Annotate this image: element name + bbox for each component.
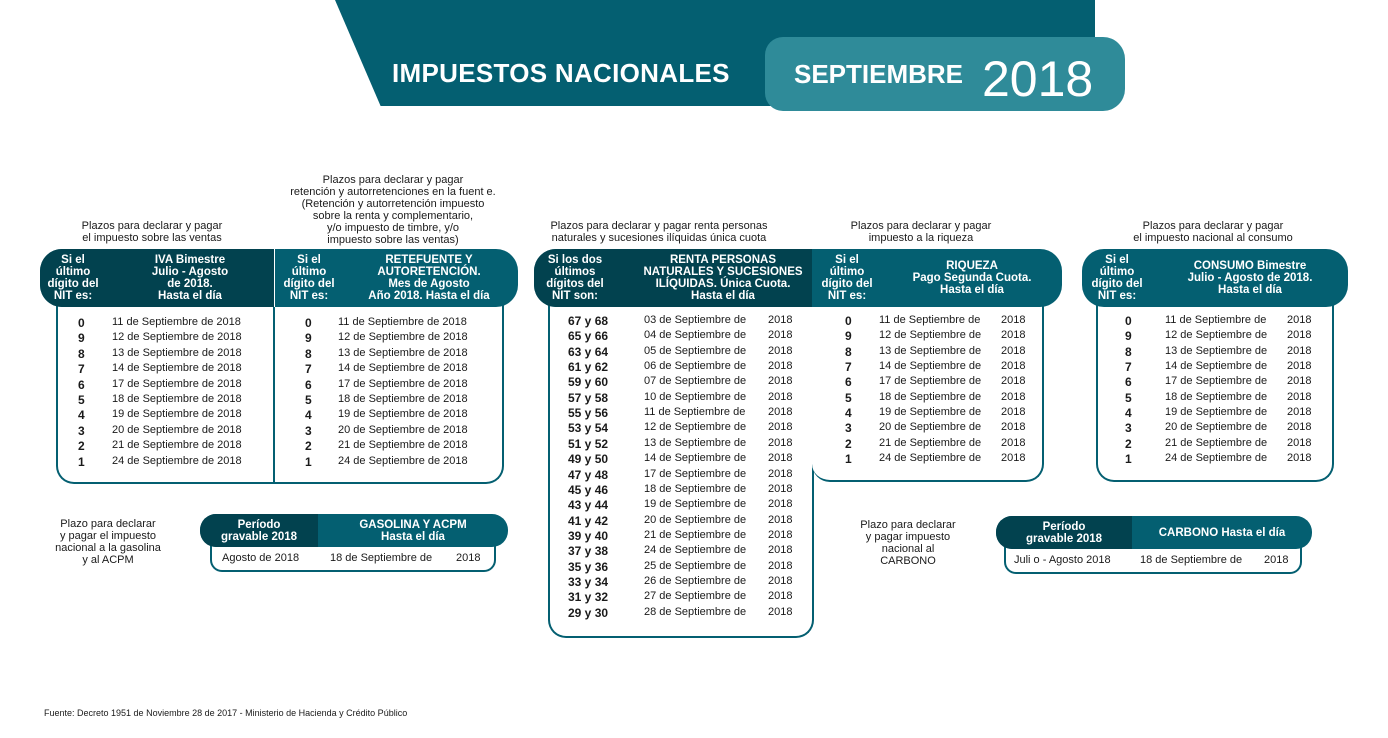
nit-digits: 4 [78, 408, 85, 423]
due-date: 06 de Septiembre de [644, 360, 747, 373]
due-date: 25 de Septiembre de [644, 559, 747, 572]
due-year: 2018 [768, 559, 793, 572]
due-date: 13 de Septiembre de 2018 [338, 346, 468, 359]
due-date: 13 de Septiembre de [879, 344, 982, 357]
nit-digits: 9 [1125, 329, 1132, 344]
nit-digits: 8 [78, 346, 85, 361]
gasolina-period: Agosto de 2018 [222, 552, 300, 564]
due-year: 2018 [1287, 406, 1312, 419]
due-year: 2018 [1287, 375, 1312, 388]
due-year: 2018 [768, 452, 793, 465]
nit-digits: 5 [845, 390, 852, 405]
due-year: 2018 [1001, 329, 1026, 342]
renta-col-title: RENTA PERSONAS NATURALES Y SUCESIONES ILÍQUIDAS. Única Cuota. Hasta el día [616, 249, 830, 307]
due-year: 2018 [768, 605, 793, 618]
nit-digits: 2 [305, 439, 312, 454]
due-year: 2018 [1287, 452, 1312, 465]
due-date: 21 de Septiembre de 2018 [338, 439, 468, 452]
nit-digits: 6 [305, 377, 312, 392]
nit-digits: 3 [845, 421, 852, 436]
due-year: 2018 [768, 574, 793, 587]
due-year: 2018 [1001, 436, 1026, 449]
nit-digits: 31 y 32 [568, 590, 609, 605]
due-date: 18 de Septiembre de [879, 390, 982, 403]
due-date: 12 de Septiembre de [1165, 329, 1268, 342]
due-date: 20 de Septiembre de 2018 [112, 423, 242, 436]
due-date: 12 de Septiembre de [644, 421, 747, 434]
nit-digits: 0 [305, 316, 312, 330]
due-date: 12 de Septiembre de 2018 [338, 331, 468, 344]
due-date: 18 de Septiembre de 2018 [338, 393, 468, 405]
due-date: 19 de Septiembre de 2018 [338, 408, 468, 421]
due-year: 2018 [1001, 406, 1026, 419]
due-year: 2018 [1001, 390, 1026, 403]
due-year: 2018 [1001, 375, 1026, 388]
nit-digits: 2 [78, 439, 85, 454]
nit-digits: 0 [78, 316, 85, 330]
due-date: 20 de Septiembre de [879, 421, 982, 434]
nit-digits: 4 [305, 408, 312, 423]
nit-digits: 63 y 64 [568, 344, 609, 359]
due-date: 14 de Septiembre de [879, 360, 982, 373]
nit-digits: 45 y 46 [568, 482, 609, 497]
riqueza-caption: Plazos para declarar y pagar impuesto a la riqueza [850, 220, 992, 244]
due-date: 10 de Septiembre de [644, 390, 747, 403]
iva-col-title: IVA Bimestre Julio - Agosto de 2018. Hasta el día [106, 249, 274, 307]
retefuente-col-title: RETEFUENTE Y AUTORETENCIÓN. Mes de Agosto Año 2018. Hasta el día [368, 254, 490, 302]
nit-digits: 4 [845, 406, 852, 421]
due-year: 2018 [768, 329, 793, 342]
nit-digits: 2 [845, 436, 852, 451]
header-year: 2018 [982, 51, 1094, 107]
renta-col-digit: Si los dos últimos dígitos del NIT son: [534, 249, 616, 307]
due-year: 2018 [1001, 452, 1026, 465]
carbono-year: 2018 [1264, 554, 1289, 566]
due-date: 24 de Septiembre de [879, 452, 982, 465]
due-date: 21 de Septiembre de 2018 [112, 439, 242, 452]
due-date: 05 de Septiembre de [644, 344, 747, 357]
divider [273, 300, 275, 484]
due-date: 17 de Septiembre de [1165, 375, 1268, 388]
due-date: 17 de Septiembre de [879, 375, 982, 388]
due-year: 2018 [1001, 314, 1026, 326]
nit-digits: 37 y 38 [568, 544, 609, 559]
nit-digits: 4 [1125, 406, 1132, 421]
due-date: 20 de Septiembre de [1165, 421, 1268, 434]
due-date: 11 de Septiembre de 2018 [338, 316, 467, 328]
gasolina-date: 18 de Septiembre de [330, 552, 433, 564]
due-year: 2018 [768, 467, 793, 480]
due-year: 2018 [768, 314, 793, 326]
nit-digits: 6 [1125, 375, 1132, 390]
due-date: 03 de Septiembre de [644, 314, 747, 326]
due-year: 2018 [768, 344, 793, 357]
page-title: IMPUESTOS NACIONALES [392, 58, 730, 88]
due-date: 14 de Septiembre de 2018 [338, 362, 468, 375]
due-date: 19 de Septiembre de 2018 [112, 408, 242, 421]
nit-digits: 65 y 66 [568, 329, 609, 344]
due-date: 19 de Septiembre de [1165, 406, 1268, 419]
due-year: 2018 [768, 375, 793, 388]
header-month: SEPTIEMBRE [794, 59, 964, 89]
nit-digits: 8 [305, 346, 312, 361]
due-date: 26 de Septiembre de [644, 574, 747, 587]
retefuente-col-digit: Si el último dígito del NIT es: [283, 254, 335, 302]
consumo-col-title: CONSUMO Bimestre Julio - Agosto de 2018. Hasta el día [1187, 260, 1313, 296]
nit-digits: 47 y 48 [568, 467, 609, 482]
due-year: 2018 [768, 513, 793, 526]
renta-header [534, 249, 830, 307]
nit-digits: 39 y 40 [568, 528, 609, 543]
due-date: 24 de Septiembre de 2018 [338, 454, 468, 467]
nit-digits: 3 [1125, 421, 1132, 436]
due-year: 2018 [1001, 421, 1026, 434]
due-date: 14 de Septiembre de [644, 452, 747, 465]
due-date: 13 de Septiembre de [644, 436, 747, 449]
iva-caption: Plazos para declarar y pagar el impuesto sobre las ventas [81, 220, 223, 244]
due-date: 11 de Septiembre de [1165, 314, 1267, 326]
nit-digits: 59 y 60 [568, 375, 609, 390]
due-year: 2018 [1287, 344, 1312, 357]
due-date: 11 de Septiembre de [879, 314, 981, 326]
due-year: 2018 [768, 436, 793, 449]
renta-caption: Plazos para declarar y pagar renta personas naturales y sucesiones ilíquidas única cuota [550, 220, 768, 244]
carbono-header [996, 516, 1312, 549]
nit-digits: 29 y 30 [568, 605, 609, 620]
due-date: 21 de Septiembre de [879, 436, 982, 449]
nit-digits: 7 [305, 362, 312, 377]
nit-digits: 9 [845, 329, 852, 344]
due-date: 17 de Septiembre de 2018 [112, 377, 242, 390]
iva-col-digit: Si el último dígito del NIT es: [40, 249, 106, 307]
due-year: 2018 [1287, 329, 1312, 342]
consumo-caption: Plazos para declarar y pagar el impuesto nacional al consumo [1133, 220, 1293, 244]
riqueza-col-digit: Si el último dígito del NIT es: [821, 254, 873, 302]
due-date: 18 de Septiembre de 2018 [112, 393, 242, 405]
nit-digits: 7 [845, 360, 852, 375]
due-year: 2018 [768, 390, 793, 403]
nit-digits: 1 [78, 454, 85, 469]
due-date: 20 de Septiembre de 2018 [338, 423, 468, 436]
due-date: 13 de Septiembre de 2018 [112, 346, 242, 359]
nit-digits: 8 [845, 344, 852, 359]
nit-digits: 0 [1125, 314, 1132, 328]
due-year: 2018 [768, 528, 793, 541]
due-date: 24 de Septiembre de 2018 [112, 454, 242, 467]
due-date: 24 de Septiembre de [644, 544, 747, 557]
due-date: 18 de Septiembre de [1165, 390, 1268, 403]
carbono-col-period: Período gravable 2018 [996, 516, 1132, 549]
gasolina-col-period: Período gravable 2018 [200, 514, 318, 547]
riqueza-col-title: RIQUEZA Pago Segunda Cuota. Hasta el día [912, 260, 1032, 296]
due-date: 19 de Septiembre de [644, 498, 747, 511]
due-year: 2018 [768, 498, 793, 511]
consumo-col-digit: Si el último dígito del NIT es: [1091, 254, 1143, 302]
carbono-caption: Plazo para declarar y pagar impuesto nacional al CARBONO [860, 519, 956, 567]
retefuente-caption: Plazos para declarar y pagar retención y autorretenciones en la fuent e. (Retención y autorretención impuesto sobre la renta y complementario, y/o impuesto de timbre, y/o impuesto sobre las ventas) [290, 174, 496, 246]
nit-digits: 2 [1125, 436, 1132, 451]
due-date: 21 de Septiembre de [644, 528, 747, 541]
gasolina-caption: Plazo para declarar y pagar el impuesto nacional a la gasolina y al ACPM [55, 518, 161, 566]
due-year: 2018 [768, 421, 793, 434]
due-year: 2018 [768, 590, 793, 603]
nit-digits: 5 [78, 393, 85, 407]
nit-digits: 1 [845, 452, 852, 467]
nit-digits: 53 y 54 [568, 421, 609, 436]
nit-digits: 55 y 56 [568, 406, 609, 421]
due-year: 2018 [1001, 344, 1026, 357]
due-date: 27 de Septiembre de [644, 590, 747, 603]
due-date: 20 de Septiembre de [644, 513, 747, 526]
due-year: 2018 [1287, 314, 1312, 326]
due-year: 2018 [768, 544, 793, 557]
due-year: 2018 [1287, 436, 1312, 449]
nit-digits: 9 [78, 331, 85, 346]
nit-digits: 8 [1125, 344, 1132, 359]
due-date: 17 de Septiembre de [644, 467, 747, 480]
gasolina-header [200, 514, 508, 547]
nit-digits: 49 y 50 [568, 452, 609, 467]
nit-digits: 51 y 52 [568, 436, 609, 451]
iva-retefuente-header [40, 249, 518, 307]
nit-digits: 41 y 42 [568, 513, 609, 528]
due-date: 11 de Septiembre de [644, 406, 746, 419]
due-date: 13 de Septiembre de [1165, 344, 1268, 357]
nit-digits: 5 [1125, 390, 1132, 405]
nit-digits: 67 y 68 [568, 314, 609, 328]
due-date: 19 de Septiembre de [879, 406, 982, 419]
carbono-date: 18 de Septiembre de [1140, 554, 1243, 566]
gasolina-year: 2018 [456, 552, 481, 564]
due-date: 14 de Septiembre de 2018 [112, 362, 242, 375]
carbono-period: Juli o - Agosto 2018 [1014, 554, 1111, 566]
nit-digits: 3 [78, 423, 85, 438]
due-year: 2018 [768, 406, 793, 419]
nit-digits: 0 [845, 314, 852, 328]
nit-digits: 3 [305, 423, 312, 438]
gasolina-col-title: GASOLINA Y ACPM Hasta el día [359, 518, 467, 543]
nit-digits: 57 y 58 [568, 390, 609, 405]
nit-digits: 43 y 44 [568, 498, 609, 513]
due-date: 21 de Septiembre de [1165, 436, 1268, 449]
due-year: 2018 [1287, 360, 1312, 373]
nit-digits: 61 y 62 [568, 360, 609, 375]
due-date: 07 de Septiembre de [644, 375, 747, 388]
due-date: 24 de Septiembre de [1165, 452, 1268, 465]
source-footer: Fuente: Decreto 1951 de Noviembre 28 de 2017 - Ministerio de Hacienda y Crédito Público [44, 708, 408, 718]
nit-digits: 7 [78, 362, 85, 377]
carbono-col-title: CARBONO Hasta el día [1158, 526, 1286, 539]
due-date: 17 de Septiembre de 2018 [338, 377, 468, 390]
nit-digits: 5 [305, 393, 312, 407]
nit-digits: 6 [78, 377, 85, 392]
due-date: 04 de Septiembre de [644, 329, 747, 342]
due-date: 12 de Septiembre de 2018 [112, 331, 242, 344]
nit-digits: 6 [845, 375, 852, 390]
nit-digits: 7 [1125, 360, 1132, 375]
nit-digits: 9 [305, 331, 312, 346]
consumo-header [1082, 249, 1348, 307]
due-date: 14 de Septiembre de [1165, 360, 1268, 373]
nit-digits: 1 [1125, 452, 1132, 467]
nit-digits: 1 [305, 454, 312, 469]
due-date: 11 de Septiembre de 2018 [112, 316, 241, 328]
due-year: 2018 [768, 482, 793, 495]
due-date: 18 de Septiembre de [644, 482, 747, 495]
due-date: 28 de Septiembre de [644, 605, 747, 618]
due-date: 12 de Septiembre de [879, 329, 982, 342]
nit-digits: 35 y 36 [568, 559, 609, 574]
riqueza-header [812, 249, 1062, 307]
due-year: 2018 [768, 360, 793, 373]
due-year: 2018 [1287, 421, 1312, 434]
due-year: 2018 [1001, 360, 1026, 373]
due-year: 2018 [1287, 390, 1312, 403]
nit-digits: 33 y 34 [568, 574, 609, 589]
